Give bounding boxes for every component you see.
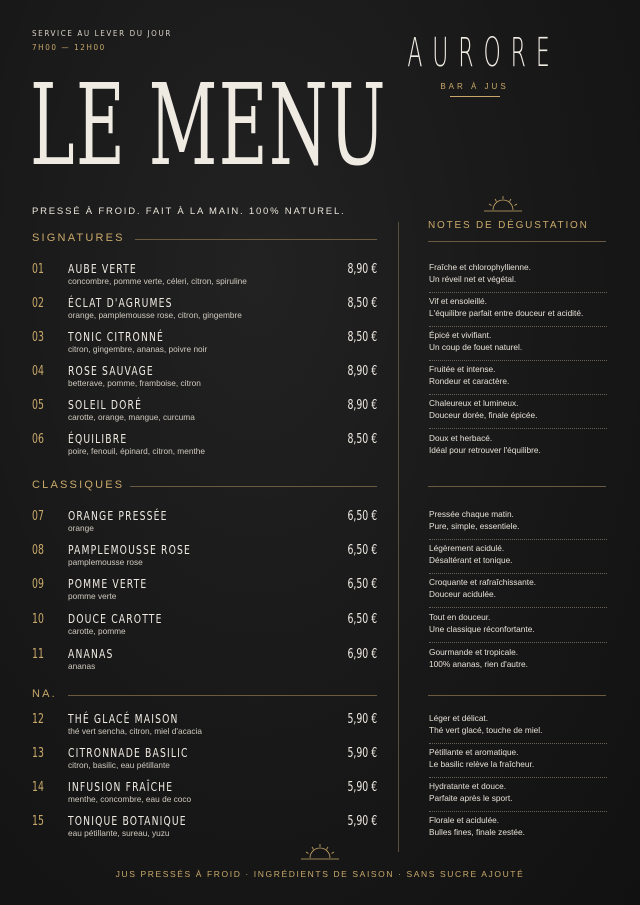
item-number: 02: [32, 296, 44, 311]
menu-item: [32, 397, 377, 427]
item-number: 12: [32, 712, 44, 727]
item-name: ÉQUILIBRE: [68, 431, 128, 446]
menu-item: [32, 508, 377, 538]
menu-item: [32, 813, 377, 843]
column-divider: [398, 222, 399, 852]
item-price: 8,90 €: [347, 364, 377, 379]
item-ingredients: citron, gingembre, ananas, poivre noir: [68, 344, 208, 354]
item-ingredients: orange, pamplemousse rose, citron, gingembre: [68, 310, 242, 320]
notes-heading: NOTES DE DÉGUSTATION: [428, 220, 589, 231]
brand-underline: [450, 96, 500, 97]
item-name: SOLEIL DORÉ: [68, 397, 143, 412]
tasting-note: [429, 433, 607, 456]
tasting-note: [429, 364, 607, 387]
item-number: 14: [32, 780, 44, 795]
page-title: LE MENU: [30, 61, 387, 191]
item-number: 11: [32, 647, 44, 662]
menu-item: [32, 261, 377, 291]
tasting-note-line: Léger et délicat.: [429, 713, 489, 723]
sunrise-icon: [484, 194, 522, 214]
section-rule: [130, 486, 377, 487]
tasting-note-line: L'équilibre parfait entre douceur et acidité.: [429, 307, 584, 318]
tasting-note-line: Florale et acidulée.: [429, 815, 500, 825]
menu-item: [32, 646, 377, 676]
brand-block: [345, 30, 604, 97]
note-separator: [429, 428, 607, 429]
tasting-note: [429, 747, 607, 770]
item-name: ANANAS: [68, 646, 114, 661]
item-ingredients: ananas: [68, 661, 96, 671]
item-ingredients: eau pétillante, sureau, yuzu: [68, 828, 170, 838]
item-ingredients: carotte, pomme: [68, 626, 126, 636]
menu-item: [32, 611, 377, 641]
tasting-note: [429, 815, 607, 838]
tasting-note-line: Chaleureux et lumineux.: [429, 398, 519, 408]
tasting-note-line: Légèrement acidulé.: [429, 543, 505, 553]
item-price: 8,50 €: [347, 330, 377, 345]
item-price: 8,90 €: [347, 398, 377, 413]
tasting-note-line: Thé vert glacé, touche de miel.: [429, 724, 543, 735]
tasting-note-line: Doux et herbacé.: [429, 433, 493, 443]
section-rule: [68, 695, 377, 696]
item-number: 03: [32, 330, 44, 345]
item-number: 15: [32, 814, 44, 829]
item-price: 5,90 €: [347, 814, 377, 829]
note-separator: [429, 539, 607, 540]
item-ingredients: pamplemousse rose: [68, 557, 143, 567]
menu-item: [32, 779, 377, 809]
item-ingredients: pomme verte: [68, 591, 117, 601]
footer-text: JUS PRESSÉS À FROID · INGRÉDIENTS DE SAISON · SANS SUCRE AJOUTÉ: [115, 869, 525, 879]
item-ingredients: thé vert sencha, citron, miel d'acacia: [68, 726, 202, 736]
item-ingredients: concombre, pomme verte, céleri, citron, spiruline: [68, 276, 247, 286]
tasting-note-line: Douceur dorée, finale épicée.: [429, 409, 538, 420]
item-price: 5,90 €: [347, 780, 377, 795]
tasting-note-line: Bulles fines, finale zestée.: [429, 826, 525, 837]
item-name: ORANGE PRESSÉE: [68, 508, 168, 523]
service-label: SERVICE AU LEVER DU JOUR: [32, 29, 172, 38]
item-ingredients: menthe, concombre, eau de coco: [68, 794, 192, 804]
note-separator: [429, 811, 607, 812]
item-price: 8,50 €: [347, 432, 377, 447]
menu-item: [32, 576, 377, 606]
notes-heading-rule: [428, 241, 606, 242]
tasting-note-line: Pure, simple, essentiele.: [429, 520, 520, 531]
tasting-note: [429, 781, 607, 804]
note-separator: [429, 642, 607, 643]
note-separator: [429, 394, 607, 395]
tasting-note: [429, 262, 607, 285]
tasting-note: [429, 612, 607, 635]
tasting-note-line: Tout en douceur.: [429, 612, 491, 622]
sunrise-icon: [300, 842, 340, 862]
section-rule: [135, 239, 377, 240]
item-ingredients: poire, fenouil, épinard, citron, menthe: [68, 446, 205, 456]
tasting-note-line: Croquante et rafraîchissante.: [429, 577, 536, 587]
item-name: TONIC CITRONNÉ: [68, 329, 165, 344]
item-number: 13: [32, 746, 44, 761]
menu-item: [32, 711, 377, 741]
tasting-note: [429, 296, 607, 319]
item-price: 6,50 €: [347, 543, 377, 558]
item-ingredients: betterave, pomme, framboise, citron: [68, 378, 201, 388]
menu-item: [32, 745, 377, 775]
menu-item: [32, 329, 377, 359]
note-separator: [429, 360, 607, 361]
item-number: 10: [32, 612, 44, 627]
tasting-note-line: Pétillante et aromatique.: [429, 747, 519, 757]
brand-name: AURORE: [407, 30, 560, 76]
note-separator: [429, 607, 607, 608]
item-number: 09: [32, 577, 44, 592]
item-ingredients: carotte, orange, mangue, curcuma: [68, 412, 195, 422]
menu-item: [32, 295, 377, 325]
section-heading-signatures: SIGNATURES: [32, 232, 125, 244]
item-number: 07: [32, 509, 44, 524]
menu-item: [32, 431, 377, 461]
brand-subtitle: BAR À JUS: [440, 82, 509, 91]
tasting-note-line: Un coup de fouet naturel.: [429, 341, 523, 352]
note-separator: [429, 326, 607, 327]
menu-item: [32, 542, 377, 572]
note-separator: [429, 743, 607, 744]
tasting-note-line: Hydratante et douce.: [429, 781, 507, 791]
item-name: THÉ GLACÉ MAISON: [68, 711, 179, 726]
section-heading-na: NA.: [32, 688, 57, 700]
item-name: INFUSION FRAÎCHE: [68, 779, 174, 794]
item-number: 01: [32, 262, 44, 277]
tasting-note: [429, 509, 607, 532]
item-number: 04: [32, 364, 44, 379]
item-price: 6,90 €: [347, 647, 377, 662]
tasting-note-line: Pressée chaque matin.: [429, 509, 514, 519]
item-name: TONIQUE BOTANIQUE: [68, 813, 187, 828]
tasting-note-line: Épicé et vivifiant.: [429, 330, 492, 340]
item-name: AUBE VERTE: [68, 261, 137, 276]
tasting-note-line: Idéal pour retrouver l'équilibre.: [429, 444, 541, 455]
item-price: 6,50 €: [347, 509, 377, 524]
item-number: 08: [32, 543, 44, 558]
menu-item: [32, 363, 377, 393]
tasting-note-line: Le basilic relève la fraîcheur.: [429, 758, 535, 769]
tasting-note-line: Fruitée et intense.: [429, 364, 496, 374]
item-name: POMME VERTE: [68, 576, 148, 591]
tasting-note: [429, 713, 607, 736]
tasting-note: [429, 577, 607, 600]
item-price: 6,50 €: [347, 577, 377, 592]
item-price: 5,90 €: [347, 746, 377, 761]
tasting-note-line: Gourmande et tropicale.: [429, 647, 519, 657]
tasting-note-line: Désaltérant et tonique.: [429, 554, 513, 565]
tagline: PRESSÉ À FROID. FAIT À LA MAIN. 100% NATUREL.: [32, 206, 346, 217]
tasting-note-line: 100% ananas, rien d'autre.: [429, 658, 528, 669]
tasting-note-line: Vif et ensoleillé.: [429, 296, 487, 306]
note-separator: [429, 573, 607, 574]
item-name: CITRONNADE BASILIC: [68, 745, 189, 760]
item-name: ROSE SAUVAGE: [68, 363, 154, 378]
item-number: 05: [32, 398, 44, 413]
tasting-note-line: Une classique réconfortante.: [429, 623, 535, 634]
service-hours: 7H00 — 12H00: [32, 43, 106, 52]
item-ingredients: citron, basilic, eau pétillante: [68, 760, 170, 770]
item-number: 06: [32, 432, 44, 447]
tasting-note: [429, 647, 607, 670]
tasting-note-line: Douceur acidulée.: [429, 588, 496, 599]
item-price: 8,90 €: [347, 262, 377, 277]
tasting-note-line: Un réveil net et végétal.: [429, 273, 517, 284]
item-price: 5,90 €: [347, 712, 377, 727]
tasting-note-line: Parfaite après le sport.: [429, 792, 513, 803]
notes-section-rule: [428, 486, 606, 487]
tasting-note: [429, 398, 607, 421]
tasting-note-line: Rondeur et caractère.: [429, 375, 510, 386]
service-info: [32, 29, 172, 52]
item-price: 6,50 €: [347, 612, 377, 627]
tasting-note: [429, 330, 607, 353]
item-name: ÉCLAT D'AGRUMES: [68, 295, 173, 310]
note-separator: [429, 292, 607, 293]
tasting-note-line: Fraîche et chlorophyllienne.: [429, 262, 531, 272]
tasting-note: [429, 543, 607, 566]
item-name: PAMPLEMOUSSE ROSE: [68, 542, 191, 557]
item-ingredients: orange: [68, 523, 94, 533]
item-name: DOUCE CAROTTE: [68, 611, 163, 626]
section-heading-classiques: CLASSIQUES: [32, 479, 125, 491]
notes-section-rule: [428, 695, 606, 696]
note-separator: [429, 777, 607, 778]
item-price: 8,50 €: [347, 296, 377, 311]
